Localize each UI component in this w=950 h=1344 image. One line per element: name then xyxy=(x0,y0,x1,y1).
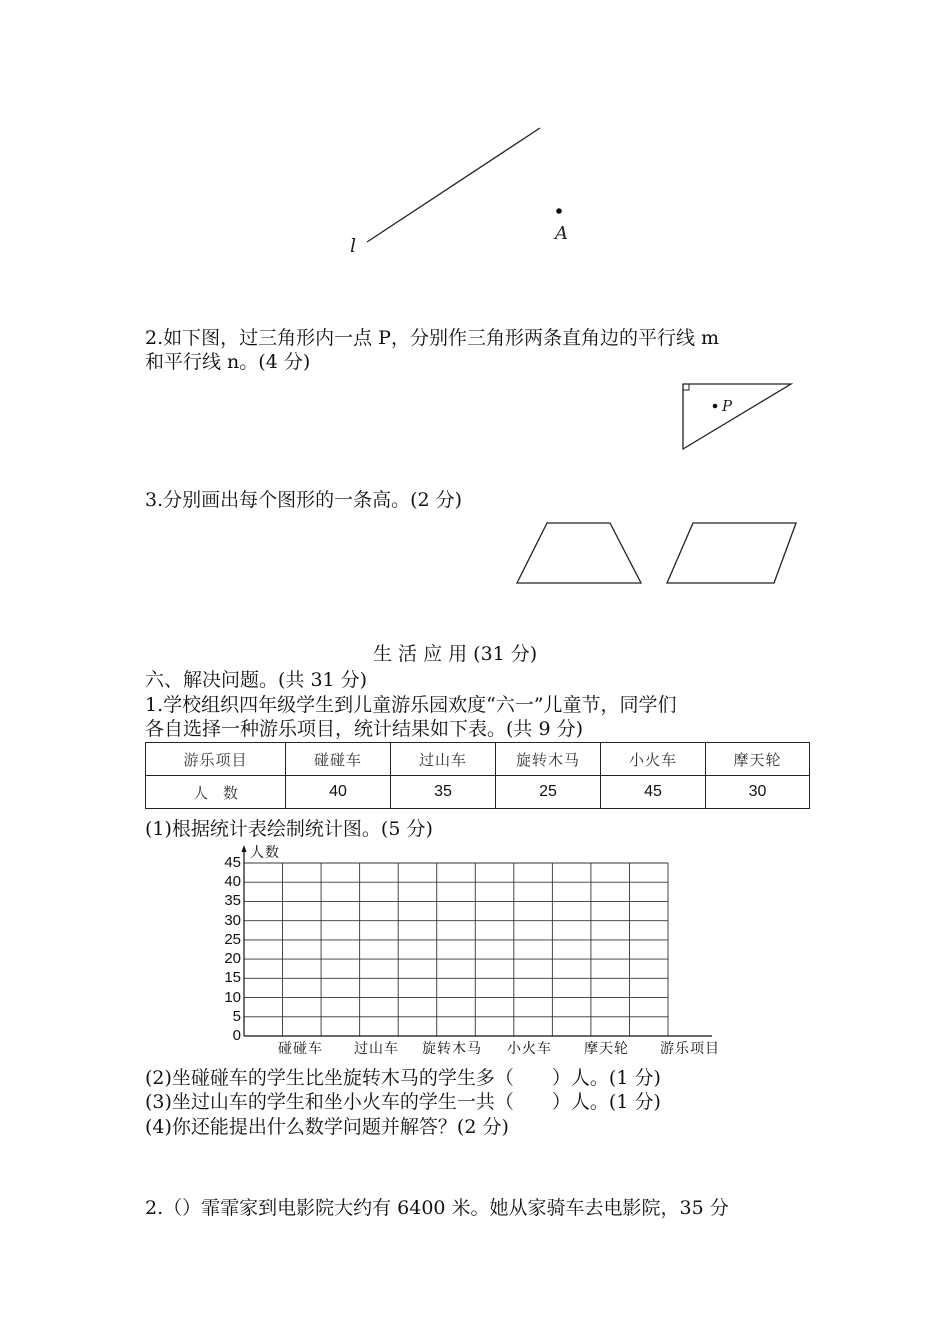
sub-question-1: (1)根据统计表绘制统计图。(5 分) xyxy=(145,818,433,840)
table-header-cell: 游乐项目 xyxy=(146,743,286,776)
question-3: 3.分别画出每个图形的一条高。(2 分) xyxy=(145,489,463,511)
point-a-label: A xyxy=(555,223,568,244)
y-tick-label: 45 xyxy=(224,854,241,871)
sub-question-2: (2)坐碰碰车的学生比坐旋转木马的学生多（ ）人。(1 分) xyxy=(145,1067,661,1089)
problem-1-line2: 各自选择一种游乐项目，统计结果如下表。(共 9 分) xyxy=(145,718,583,740)
table-cell: 45 xyxy=(601,776,706,809)
table-header-cell: 小火车 xyxy=(601,743,706,776)
x-category-label: 过山车 xyxy=(354,1041,399,1057)
y-tick-label: 5 xyxy=(232,1007,241,1025)
y-tick-label: 15 xyxy=(224,969,241,987)
section-title: 生 活 应 用 (31 分) xyxy=(373,643,538,665)
point-p-label: P xyxy=(722,397,733,415)
y-axis-title: 人数 xyxy=(250,845,280,861)
table-cell: 25 xyxy=(496,776,601,809)
question-2-line2: 和平行线 n。(4 分) xyxy=(145,351,311,373)
table-cell: 30 xyxy=(706,776,810,809)
table-header-cell: 旋转木马 xyxy=(496,743,601,776)
x-axis-title: 游乐项目 xyxy=(660,1041,720,1057)
line-l-label: l xyxy=(350,235,357,257)
x-category-label: 摩天轮 xyxy=(584,1041,629,1057)
table-cell: 40 xyxy=(286,776,391,809)
table-header-cell: 过山车 xyxy=(391,743,496,776)
y-tick-label: 10 xyxy=(224,988,241,1006)
problem-2: 2.（）霏霏家到电影院大约有 6400 米。她从家骑车去电影院，35 分 xyxy=(145,1197,729,1219)
x-category-label: 小火车 xyxy=(507,1041,552,1057)
y-axis-arrow xyxy=(242,845,247,852)
x-category-label: 旋转木马 xyxy=(422,1041,482,1057)
x-category-label: 碰碰车 xyxy=(278,1041,323,1057)
question-2-line1: 2.如下图，过三角形内一点 P，分别作三角形两条直角边的平行线 m xyxy=(145,327,720,349)
y-tick-label: 35 xyxy=(224,892,241,910)
sub-question-4: (4)你还能提出什么数学问题并解答？(2 分) xyxy=(145,1116,509,1138)
table-header-cell: 碰碰车 xyxy=(286,743,391,776)
problem-1-line1: 1.学校组织四年级学生到儿童游乐园欢度“六一”儿童节，同学们 xyxy=(145,694,677,716)
table-header-cell: 摩天轮 xyxy=(706,743,810,776)
y-tick-label: 25 xyxy=(224,930,241,948)
table-row-label: 人 数 xyxy=(146,776,286,809)
y-tick-label: 20 xyxy=(224,950,241,968)
y-tick-label: 40 xyxy=(224,873,241,891)
y-tick-label: 30 xyxy=(224,911,241,929)
section-heading: 六、解决问题。(共 31 分) xyxy=(145,669,368,691)
y-tick-label: 0 xyxy=(232,1027,241,1044)
sub-question-3: (3)坐过山车的学生和坐小火车的学生一共（ ）人。(1 分) xyxy=(145,1091,661,1113)
table-cell: 35 xyxy=(391,776,496,809)
